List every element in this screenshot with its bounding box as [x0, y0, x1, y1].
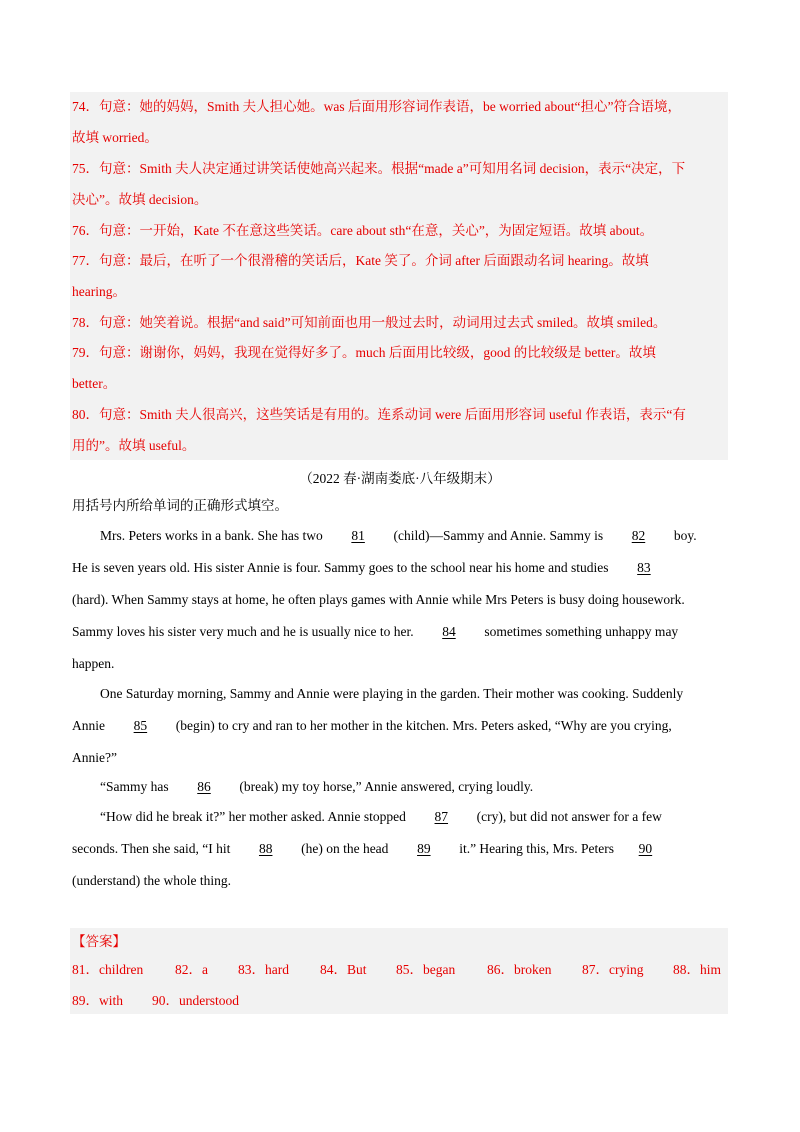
passage-line	[72, 559, 676, 577]
explanation-line: 76．句意：一开始，Kate 不在意这些笑话。care about sth“在意，关心”，为固定短语。故填 about。	[72, 223, 654, 238]
blank-88[interactable]: 88	[258, 841, 273, 856]
instruction-text: 用括号内所给单词的正确形式填空。	[72, 498, 288, 513]
blank-89[interactable]: 89	[417, 841, 431, 856]
answer-item: 84．But	[320, 962, 367, 977]
explanation-line: 77．句意：最后，在听了一个很滑稽的笑话后，Kate 笑了。介词 after 后面跟动名词 hearing。故填	[72, 253, 649, 268]
passage-text: (child)—Sammy and Annie. Sammy is	[393, 528, 604, 543]
passage-line	[72, 623, 678, 641]
answer-item: 86．broken	[487, 962, 552, 977]
passage-text: it.” Hearing this, Mrs. Peters	[459, 841, 615, 856]
passage-line	[100, 778, 533, 796]
answer-item: 89．with	[72, 993, 124, 1008]
answer-item: 90．understood	[152, 993, 239, 1008]
passage-line: (understand) the whole thing.	[72, 873, 231, 888]
passage-text: “How did he break it?” her mother asked. Annie stopped	[100, 809, 406, 824]
explanation-line: 用的”。故填 useful。	[72, 438, 196, 453]
answer-item: 83．hard	[238, 962, 289, 977]
passage-line: Annie?”	[72, 750, 117, 765]
passage-text: Annie	[72, 718, 105, 733]
passage-line	[72, 717, 672, 735]
source-heading: （2022 春·湖南娄底·八年级期末）	[299, 471, 501, 486]
answer-item: 82．a	[175, 962, 208, 977]
passage-text: (cry), but did not answer for a few	[476, 809, 662, 824]
blank-84[interactable]: 84	[442, 624, 456, 639]
passage-line	[72, 840, 673, 858]
answer-item: 88．him	[673, 962, 722, 977]
blank-90[interactable]: 90	[638, 841, 653, 856]
passage-text: Sammy loves his sister very much and he is usually nice to her.	[72, 624, 414, 639]
blank-87[interactable]: 87	[434, 809, 449, 824]
blank-81[interactable]: 81	[351, 528, 365, 543]
passage-text: boy.	[673, 528, 697, 543]
passage-line	[100, 527, 697, 545]
explanation-line: 80．句意：Smith 夫人很高兴，这些笑话是有用的。连系动词 were 后面用形容词 useful 作表语，表示“有	[72, 407, 686, 422]
passage-text: He is seven years old. His sister Annie is four. Sammy goes to the school near his home and studies	[72, 560, 609, 575]
explanation-line: 故填 worried。	[72, 130, 158, 145]
explanation-line: 79．句意：谢谢你，妈妈，我现在觉得好多了。much 后面用比较级，good 的比较级是 better。故填	[72, 345, 656, 360]
explanation-line: 决心”。故填 decision。	[72, 192, 208, 207]
passage-text: (he) on the head	[301, 841, 389, 856]
answer-item: 87．crying	[582, 962, 644, 977]
answer-item: 81．children	[72, 962, 144, 977]
answer-heading: 【答案】	[72, 934, 126, 949]
passage-text: (break) my toy horse,” Annie answered, crying loudly.	[239, 779, 534, 794]
passage-text: Mrs. Peters works in a bank. She has two	[100, 528, 323, 543]
blank-85[interactable]: 85	[133, 718, 148, 733]
passage-text: seconds. Then she said, “I hit	[72, 841, 231, 856]
explanation-line: hearing。	[72, 284, 126, 299]
passage-line: One Saturday morning, Sammy and Annie were playing in the garden. Their mother was cooking. Suddenly	[100, 686, 684, 701]
blank-82[interactable]: 82	[631, 528, 646, 543]
blank-86[interactable]: 86	[197, 779, 211, 794]
explanation-line: 74．句意：她的妈妈，Smith 夫人担心她。was 后面用形容词作表语，be worried about“担心”符合语境，	[72, 99, 681, 114]
passage-text: (begin) to cry and ran to her mother in the kitchen. Mrs. Peters asked, “Why are you crying,	[175, 718, 672, 733]
explanation-line: 78．句意：她笑着说。根据“and said”可知前面也用一般过去时，动词用过去式 smiled。故填 smiled。	[72, 315, 667, 330]
answer-item: 85．began	[396, 962, 456, 977]
passage-line	[100, 808, 662, 826]
passage-line: happen.	[72, 656, 115, 671]
blank-83[interactable]: 83	[637, 560, 651, 575]
explanation-line: better。	[72, 376, 117, 391]
explanation-line: 75．句意：Smith 夫人决定通过讲笑话使她高兴起来。根据“made a”可知用名词 decision，表示“决定，下	[72, 161, 686, 176]
passage-line: (hard). When Sammy stays at home, he often plays games with Annie while Mrs Peters is busy doing housework.	[72, 592, 685, 607]
passage-text: “Sammy has	[100, 779, 169, 794]
explanation-panel	[70, 92, 728, 460]
passage-text: sometimes something unhappy may	[484, 624, 679, 639]
